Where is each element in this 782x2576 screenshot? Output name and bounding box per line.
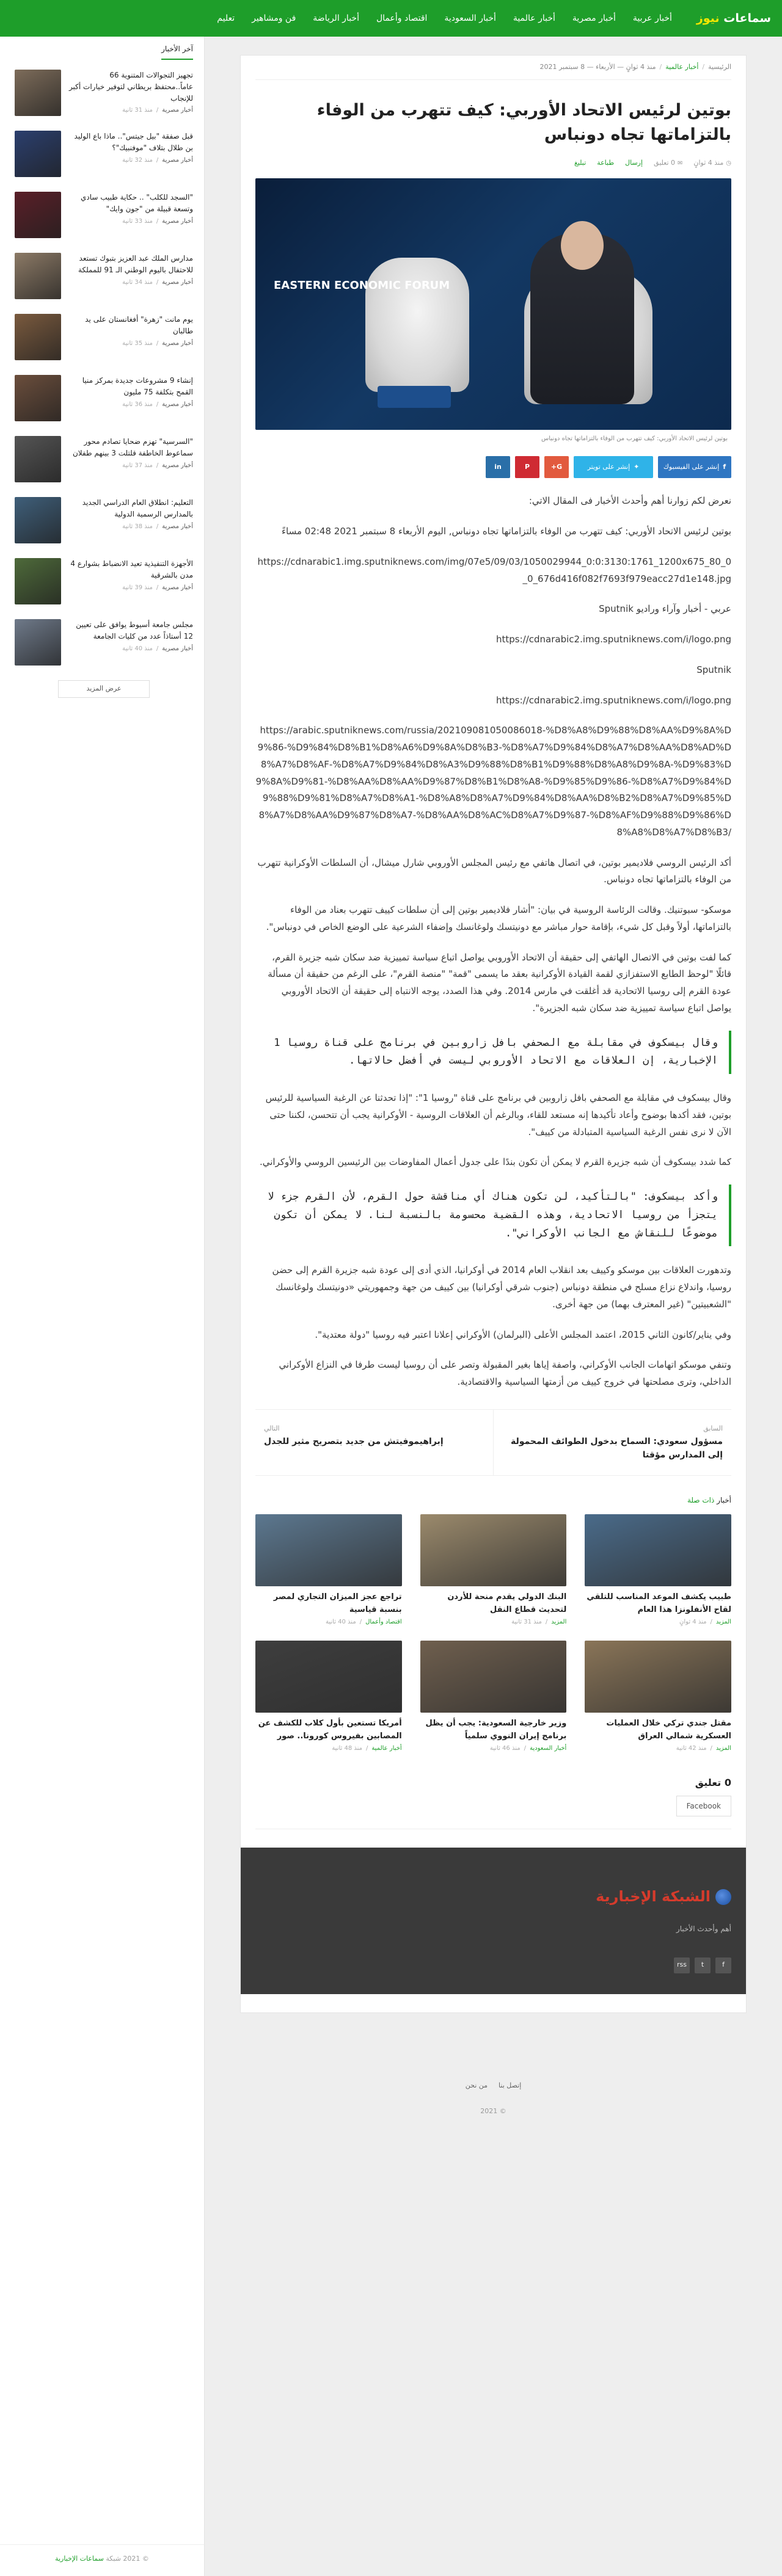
previous-title: مسؤول سعودي: السماح بدخول الطوائف المحمولة إلى المدارس مؤقتا [510, 1436, 723, 1460]
sidebar-news-item[interactable] [15, 619, 193, 666]
sidebar-news-meta: أخبار مصرية / منذ 40 ثانية [122, 645, 193, 652]
related-news-card[interactable] [585, 1514, 731, 1627]
related-thumbnail [255, 1514, 402, 1586]
nav-item-egypt[interactable]: أخبار مصرية [572, 13, 616, 23]
related-news-card[interactable] [255, 1514, 402, 1627]
article-paragraph: https://cdnarabic1.img.sputniknews.com/img/07e5/09/03/1050029944_0:0:3130:1761_1200x675_80_0_0_676d416f082f7693f979eacc27d1e148.jpg [257, 556, 731, 584]
sidebar-news-thumbnail [15, 131, 61, 177]
prev-next-navigation [255, 1409, 731, 1476]
breadcrumb-separator: / [659, 63, 662, 71]
sidebar-news-item[interactable] [15, 436, 193, 482]
related-title: أمريكا تستعين بأول كلاب للكشف عن المصابين بفيروس كورونا.. صور [258, 1718, 402, 1741]
globe-icon [715, 1889, 731, 1905]
article-title: بوتين لرئيس الاتحاد الأوربي: كيف تتهرب من الوفاء بالتزاماتها تجاه دونباس [316, 100, 731, 145]
sidebar-news-thumbnail [15, 70, 61, 116]
related-thumbnail [585, 1641, 731, 1713]
sidebar-news-thumbnail [15, 253, 61, 299]
top-navigation-bar [0, 0, 782, 37]
footer-tagline: أهم وأحدث الأخبار [676, 1925, 731, 1934]
related-news-card[interactable] [585, 1641, 731, 1754]
sidebar-news-thumbnail [15, 436, 61, 482]
meta-comments[interactable]: ✉0 تعليق [654, 158, 683, 167]
footer-logo[interactable]: الشبكة الإخبارية [255, 1884, 731, 1909]
print-button[interactable]: طباعة [597, 158, 615, 167]
article-paragraph: كما شدد بيسكوف أن شبه جزيرة القرم لا يمكن أن تكون بندًا على جدول أعمال المفاوضات بين الرئيسين الروسي والأوكراني. [259, 1156, 731, 1168]
sidebar-news-thumbnail [15, 192, 61, 238]
report-button[interactable]: تبليغ [574, 158, 586, 167]
share-twitter-button[interactable]: ✦ إنشر على تويتر [574, 456, 653, 478]
article-paragraph: موسكو- سبوتنيك. وقالت الرئاسة الروسية في بيان: "أشار فلاديمير بوتين إلى أن سلطات كييف تتهرب بعناد من الوفاء بالتزاماتها، أولاً وقبل كل شيء، بإقامة حوار مباشر مع دونيتسك ولوغانسك وإضفاء الشرعية على الوضع الخاص في دونباس". [266, 904, 731, 932]
sidebar-news-meta: أخبار مصرية / منذ 39 ثانية [122, 584, 193, 591]
sidebar-news-title: يوم مانت "زهرة" أفغانستان على يد طالبان [85, 315, 193, 335]
copyright: © 2021 [480, 2107, 506, 2116]
footer-social-icons [255, 1957, 731, 1973]
share-facebook-button[interactable]: f إنشر على الفيسبوك [658, 456, 731, 478]
sidebar-news-item[interactable] [15, 253, 193, 299]
comments-heading: 0 تعليق [695, 1776, 731, 1788]
main-nav [208, 0, 681, 37]
related-news-card[interactable] [420, 1641, 567, 1754]
article-paragraph: Sputnik [696, 664, 731, 675]
article-paragraph: نعرض لكم زوارنا أهم وأحدث الأخبار فى المقال الاتي: [528, 495, 731, 507]
sidebar-news-meta: أخبار مصرية / منذ 34 ثانية [122, 278, 193, 286]
sidebar-news-item[interactable] [15, 314, 193, 360]
article-paragraph: وتنفي موسكو اتهامات الجانب الأوكراني، واصفة إياها بغير المقبولة وتصر على أن روسيا ليست طرفا في النزاع الأوكراني الداخلي، وترى مصلحتها في خروج كييف من أزمتها السياسية والاقتصادية. [279, 1359, 731, 1388]
sidebar-news-meta: أخبار مصرية / منذ 38 ثانية [122, 523, 193, 530]
next-title: إبراهيموفيتش من جديد بتصريح مثير للجدل [264, 1436, 444, 1446]
article-quote: وقال بيسكوف في مقابلة مع الصحفي بافل زاروبين في برنامج على قناة روسيا 1 الإخبارية، إن العلاقات مع الاتحاد الأوروبي ليست في أفضل حالاتها. [255, 1031, 731, 1075]
related-thumbnail [255, 1641, 402, 1713]
send-button[interactable]: إرسال [625, 158, 643, 167]
sidebar-news-thumbnail [15, 314, 61, 360]
sidebar-news-meta: أخبار مصرية / منذ 32 ثانية [122, 156, 193, 164]
sidebar-news-title: التعليم: انطلاق العام الدراسي الجديد بالمدارس الرسمية الدولية [82, 498, 193, 518]
related-news-card[interactable] [420, 1514, 567, 1627]
latest-news-sidebar [0, 37, 205, 2576]
contact-link[interactable]: إتصل بنا [499, 2081, 522, 2089]
article-paragraph: عربي - أخبار وآراء وراديو Sputnik [599, 603, 731, 615]
sidebar-news-title: "السجد للكلب" .. حكاية طبيب سادي وتسعة قبيلة من "جون وايك" [81, 193, 193, 213]
sidebar-footer: © 2021 شبكة سماعات الإخبارية [0, 2544, 204, 2565]
clock-icon: ◷ [726, 159, 731, 167]
facebook-icon[interactable]: f [715, 1957, 731, 1973]
previous-label: السابق [703, 1424, 723, 1432]
article-quote: وأكد بيسكوف: "بالتأكيد، لن تكون هناك أي مناقشة حول القرم، لأن القرم جزء لا يتجزأ من روسيا الاتحادية، وهذه القضية محسومة بالنسبة لنا. لا يمكن أن تكون موضوعًا للنقاش مع الجانب الأوكراني". [255, 1185, 731, 1246]
sidebar-news-item[interactable] [15, 131, 193, 177]
article-paragraph: أكد الرئيس الروسي فلاديمير بوتين، في اتصال هاتفي مع رئيس المجلس الأوروبي شارل ميشال، أن السلطات الأوكرانية تتهرب من الوفاء بالتزاماتها تجاه دونباس. [257, 857, 731, 885]
related-title: مقتل جندي تركي خلال العمليات العسكرية شمالي العراق [606, 1718, 731, 1741]
breadcrumb-date: منذ 4 ثوانٍ — الأربعاء — 8 سبتمبر 2021 [539, 63, 656, 71]
comment-icon: ✉ [678, 159, 683, 167]
footer-block [241, 1848, 746, 1994]
related-title: البنك الدولي يقدم منحة للأردن لتحديث قطاع النقل [447, 1592, 567, 1614]
share-google-button[interactable]: G+ [544, 456, 569, 478]
sidebar-news-thumbnail [15, 497, 61, 543]
meta-time: ◷منذ 4 ثوانٍ [693, 158, 731, 167]
article-paragraph: https://cdnarabic2.img.sputniknews.com/i/logo.png [496, 634, 731, 645]
sidebar-news-meta: أخبار مصرية / منذ 35 ثانية [122, 339, 193, 347]
main-column [205, 37, 782, 2166]
sidebar-news-title: قبل صفقة "بيل جيتس".. ماذا باع الوليد بن طلال بتلاف "موفنبيك"؟ [74, 132, 193, 152]
nav-item-sports[interactable]: أخبار الرياضة [313, 13, 359, 23]
related-meta: المزيد / منذ 4 ثوانٍ [679, 1618, 731, 1625]
sidebar-news-thumbnail [15, 619, 61, 666]
related-news-grid [255, 1514, 731, 1754]
sidebar-news-item[interactable] [15, 497, 193, 543]
related-meta: اقتصاد وأعمال / منذ 40 ثانية [325, 1618, 402, 1625]
twitter-icon[interactable]: t [695, 1957, 711, 1973]
image-caption: بوتين لرئيس الاتحاد الأوربي: كيف تتهرب من الوفاء بالتزاماتها تجاه دونباس [541, 435, 728, 443]
related-title: تراجع عجز الميزان التجاري لمصر بنسبة قياسية [273, 1592, 402, 1614]
related-meta: أخبار عالمية / منذ 48 ثانية [332, 1744, 402, 1752]
related-title: وزير خارجية السعودية: يجب أن يظل برنامج إيران النووي سلمياً [425, 1718, 567, 1741]
about-link[interactable]: من نحن [465, 2081, 488, 2089]
share-pinterest-button[interactable]: P [515, 456, 539, 478]
breadcrumb-home[interactable]: الرئيسية [708, 63, 731, 71]
related-thumbnail [585, 1514, 731, 1586]
sidebar-news-list [15, 70, 193, 666]
show-more-button[interactable]: عرض المزيد [58, 680, 150, 698]
logo-main-text: سماعات [723, 11, 771, 25]
article-paragraph: وتدهورت العلاقات بين موسكو وكييف بعد انقلاب العام 2014 في أوكرانيا، الذي أدى إلى عودة شبه جزيرة القرم إلى حضن روسيا، واندلاع نزاع مسلح في منطقة دونباس (جنوب شرقي أوكرانيا) بين كييف من جهة وجمهوريتي «دونيتسك ولوغانسك "الشعبيتين" (غير المعترف بهما) من جهة أخرى. [272, 1264, 731, 1310]
sidebar-news-title: إنشاء 9 مشروعات جديدة بمركز منيا القمح بتكلفة 75 مليون [82, 376, 193, 396]
nav-item-celebrities[interactable]: فن ومشاهير [252, 13, 296, 23]
next-article-link[interactable] [255, 1410, 494, 1475]
related-heading: أخبار ذات صلة [687, 1496, 731, 1505]
sidebar-news-title: مدارس الملك عبد العزيز بتبوك تستعد للاحتفال باليوم الوطني الـ 91 للمملكة [78, 254, 193, 274]
next-label: التالي [264, 1424, 280, 1432]
related-meta: المزيد / منذ 31 ثانية [511, 1618, 567, 1625]
related-title: طبيب يكشف الموعد المناسب للتلقي لقاح الأنفلونزا هذا العام [586, 1592, 731, 1614]
sidebar-news-meta: أخبار مصرية / منذ 31 ثانية [122, 107, 193, 114]
twitter-icon: ✦ [634, 463, 640, 471]
sidebar-news-item[interactable] [15, 375, 193, 421]
site-logo[interactable] [696, 9, 771, 28]
facebook-icon: f [723, 463, 726, 471]
sidebar-news-meta: أخبار مصرية / منذ 36 ثانية [122, 401, 193, 408]
hero-face-shape [561, 221, 604, 270]
related-thumbnail [420, 1514, 567, 1586]
comments-facebook-tab[interactable]: Facebook [676, 1796, 731, 1816]
sidebar-news-title: مجلس جامعة أسيوط يوافق على تعيين 12 أستاذاً عدد من كليات الجامعة [76, 620, 193, 640]
article-paragraph: وقال بيسكوف في مقابلة مع الصحفي بافل زاروبين في برنامج على قناة "روسيا 1": "إذا تحدثنا عن الرغبة السياسية للرئيس بوتين، فقد أكدها بوضوح وأعاد تأكيدها إنه مستعد للقاء، وبالرغم أن العلاقات الروسية - الأوكرانية يجب أن تتحسن، لكننا حتى الآن لا نرى نفس الرغبة السياسية المتبادلة من كييف". [265, 1092, 731, 1137]
article-paragraph: كما لفت بوتين في الاتصال الهاتفي إلى حقيقة أن الاتحاد الأوروبي يواصل اتباع سياسة تمييزية ضد سكان شبه جزيرة القرم، قائلًا "لوحظ الطابع الاستفزازي لقمة القيادة الأوكرانية بعقد ما يسمى "قمة" "منصة القرم"، على الرغم من حقيقة أن مسألة عودة القرم إلى روسيا الاتحادية قد أغلقت في مارس 2014. وفي هذا الصدد، يوجه الانتباه إلى حقيقة أن الاتحاد الأوروبي يواصل اتباع سياسة تمييزية ضد سكان شبه الجزيرة". [268, 951, 731, 1014]
sidebar-news-title: "السرسية" تهزم ضحايا تصادم محور سماعوط الخاطفة قلتلت 3 بينهم طفلان [72, 437, 193, 457]
sidebar-news-thumbnail [15, 375, 61, 421]
share-linkedin-button[interactable]: in [486, 456, 510, 478]
logo-accent-text: نيوز [696, 11, 720, 25]
rss-icon[interactable]: rss [674, 1957, 690, 1973]
sidebar-news-item[interactable] [15, 558, 193, 604]
article-paragraph: https://cdnarabic2.img.sputniknews.com/i/logo.png [496, 694, 731, 706]
article-paragraph: وفي يناير/كانون الثاني 2015، اعتمد المجلس الأعلى (البرلمان) الأوكراني إعلانا اعتبر فيه روسيا "دولة معتدية". [315, 1329, 731, 1340]
nav-item-world[interactable]: أخبار عالمية [513, 13, 555, 23]
sidebar-news-item[interactable] [15, 192, 193, 238]
sidebar-news-meta: أخبار مصرية / منذ 33 ثانية [122, 217, 193, 225]
site-footer [240, 2013, 747, 2154]
related-thumbnail [420, 1641, 567, 1713]
hero-chair-shape [365, 258, 469, 392]
hero-forum-logo [378, 386, 451, 408]
breadcrumb-separator: / [702, 63, 705, 71]
related-meta: المزيد / منذ 42 ثانية [676, 1744, 731, 1752]
sidebar-news-meta: أخبار مصرية / منذ 37 ثانية [122, 462, 193, 469]
sidebar-heading: آخر الأخبار [161, 37, 193, 60]
nav-item-education[interactable]: تعليم [217, 13, 235, 23]
article-body [255, 493, 731, 1391]
related-news-card[interactable] [255, 1641, 402, 1754]
sidebar-news-thumbnail [15, 558, 61, 604]
breadcrumb [255, 62, 731, 80]
nav-item-saudi[interactable]: أخبار السعودية [444, 13, 496, 23]
related-meta: أخبار السعودية / منذ 46 ثانية [489, 1744, 567, 1752]
sidebar-news-title: تجهيز التجوالات المتنوية 66 عاماً..محتفظ بريطاني لتوفير خيارات أكبر للإنجاب [68, 71, 193, 103]
share-buttons [255, 451, 731, 493]
article-paragraph: بوتين لرئيس الاتحاد الأوربي: كيف تتهرب من الوفاء بالتزاماتها تجاه دونباس, اليوم الأربعاء 8 سبتمبر 2021 02:48 مساءً [281, 526, 731, 537]
breadcrumb-category[interactable]: أخبار عالمية [665, 63, 699, 71]
article-meta [255, 158, 731, 179]
article-hero-image [255, 178, 731, 430]
sidebar-news-title: الأجهزة التنفيذية تعيد الانضباط بشوارع 4 مدن بالشرقية [70, 559, 193, 579]
sidebar-news-item[interactable] [15, 70, 193, 116]
previous-article-link[interactable] [494, 1410, 731, 1475]
nav-item-economy[interactable]: اقتصاد وأعمال [376, 13, 428, 23]
article-paragraph: https://arabic.sputniknews.com/russia/202109081050086018-%D8%A8%D9%88%D8%AA%D9%8A%D9%86-%D9%84%D8%B1%D8%A6%D9%8A%D8%B3-%D8%A7%D9%84%D8%A7%D8%AA%D8%AD%D8%A7%D8%AF-%D8%A7%D9%84%D8%A3%D9%88%D8%B1%D9%88%D8%A8%D9%8A-%D9%83%D9%8A%D9%81-%D8%AA%D8%AA%D9%87%D8%B1%D8%A8-%D9%85%D9%86-%D8%A7%D9%84%D9%88%D9%81%D8%A7%D8%A1-%D8%A8%D8%A7%D9%84%D8%AA%D8%B2%D8%A7%D9%85%D8%A7%D8%AA%D9%87%D8%A7-%D8%AA%D8%AC%D8%A7%D9%87-%D8%AF%D9%88%D9%86%D8%A8%D8%A7%D8%B3/ [255, 725, 731, 838]
nav-item-arab[interactable]: أخبار عربية [632, 13, 672, 23]
article-card [240, 55, 747, 2013]
hero-forum-text: EASTERN ECONOMIC FORUM [274, 279, 450, 292]
